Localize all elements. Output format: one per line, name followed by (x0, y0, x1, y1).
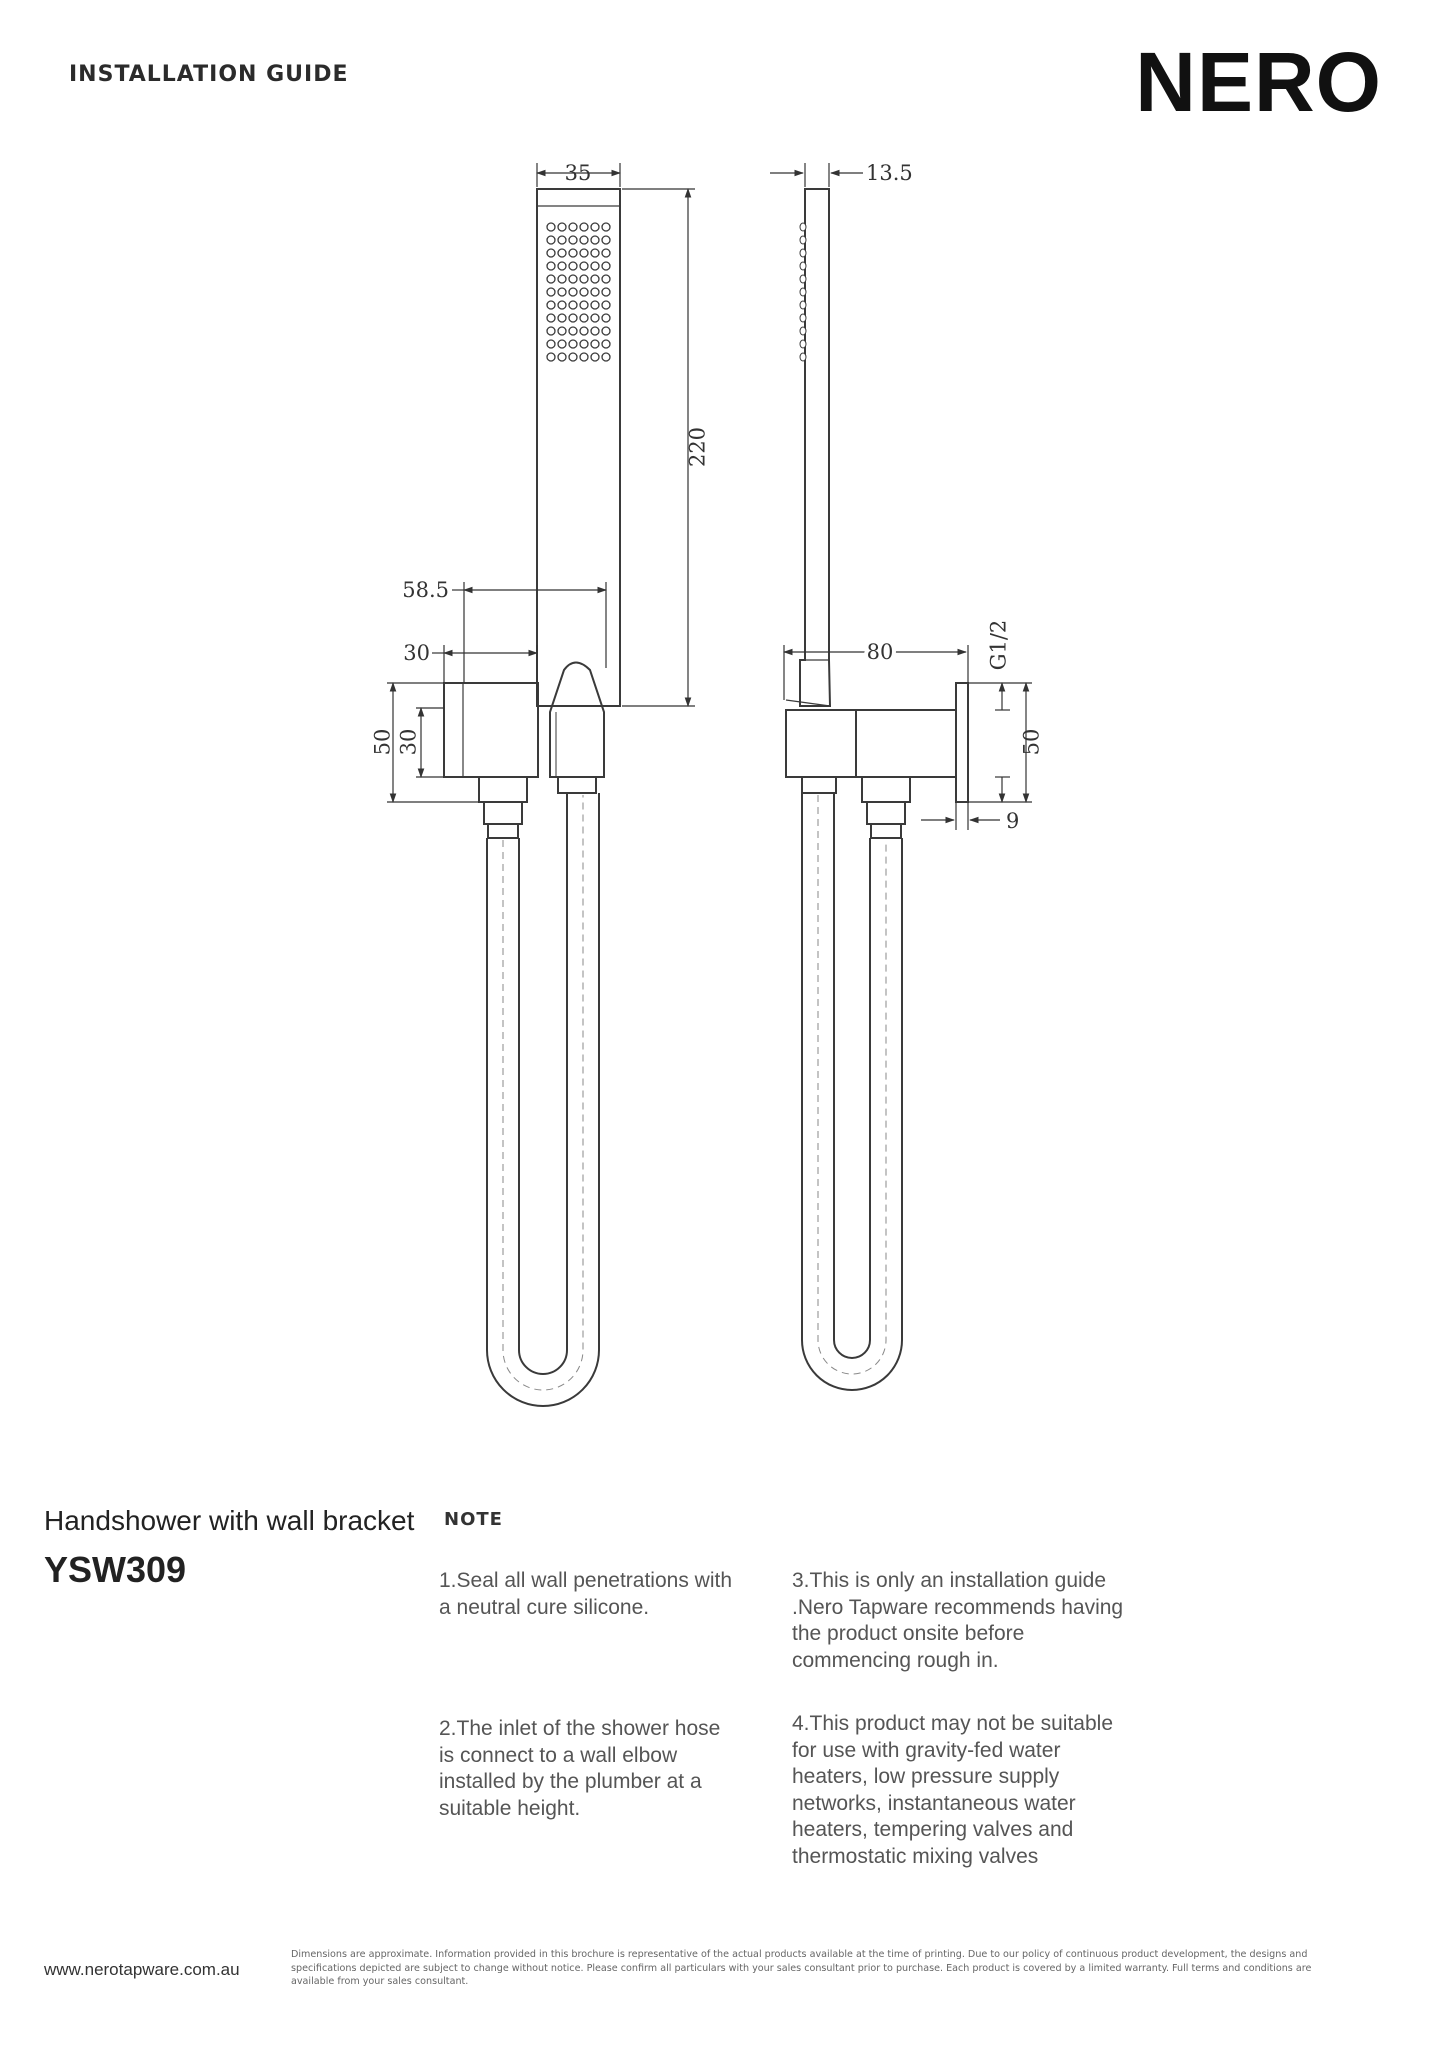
nozzle (569, 288, 577, 296)
nozzle (591, 275, 599, 283)
nozzle (591, 262, 599, 270)
dim-inner-height: 30 (396, 728, 421, 756)
nozzle (602, 353, 610, 361)
nozzle (558, 249, 566, 257)
side-nozzle (800, 249, 806, 257)
nozzle (602, 314, 610, 322)
nozzle (558, 236, 566, 244)
hose-nut-front (479, 777, 527, 802)
side-nozzle (800, 340, 806, 348)
note-3: 3.This is only an installation guide .Nero Tapware recommends having the product onsite before commencing rough in. (792, 1569, 1124, 1672)
nozzle (569, 353, 577, 361)
nozzle (602, 327, 610, 335)
nozzle (558, 223, 566, 231)
brand-logo: NERO (1135, 35, 1382, 129)
nozzle (569, 301, 577, 309)
note-title: NOTE (444, 1509, 503, 1530)
nozzle (591, 301, 599, 309)
nozzle (591, 340, 599, 348)
nozzle (547, 301, 555, 309)
nozzle (580, 288, 588, 296)
spray-nozzles (547, 223, 610, 361)
nozzle (580, 236, 588, 244)
nozzle (602, 301, 610, 309)
nozzle (547, 353, 555, 361)
dim-head-width: 35 (564, 161, 592, 185)
wall-bracket-front (444, 683, 538, 777)
hose-loop-side (802, 793, 902, 1390)
nozzle (580, 275, 588, 283)
nozzle (591, 236, 599, 244)
nozzle (558, 275, 566, 283)
nozzle (602, 275, 610, 283)
nozzle (547, 288, 555, 296)
nozzle (602, 288, 610, 296)
note-1: 1.Seal all wall penetrations with a neutral cure silicone. (439, 1569, 732, 1619)
nozzle (591, 314, 599, 322)
nozzle (580, 340, 588, 348)
nozzle (602, 249, 610, 257)
nozzle (580, 262, 588, 270)
disclaimer-text: Dimensions are approximate. Information provided in this brochure is representative of the actual products available at the time of printing. Due to our policy of continuous product development, the designs and specifications depicted are subject to change without notice. Please confirm all particulars with your sales consultant prior to purchase. Each product is covered by a limited warranty. Full terms and conditions are available from your sales consultant. (291, 1949, 1312, 1987)
side-nozzle (800, 288, 806, 296)
dim-outlet-offset: 58.5 (402, 578, 449, 602)
nozzle (558, 340, 566, 348)
nozzle (569, 223, 577, 231)
nozzle (558, 288, 566, 296)
nozzle (591, 288, 599, 296)
dim-side-depth: 13.5 (866, 161, 913, 185)
hose-nut-side (862, 777, 910, 802)
side-nozzle (800, 353, 806, 361)
wall-bracket-side (786, 710, 856, 777)
nozzle (547, 249, 555, 257)
note-4: 4.This product may not be suitable for use with gravity-fed water heaters, low pressure supply networks, instantaneous water heaters, tempering valves and thermostatic mixing valves (792, 1712, 1114, 1868)
nozzle (569, 327, 577, 335)
nozzle (547, 340, 555, 348)
nozzle (558, 301, 566, 309)
side-nozzle (800, 223, 806, 231)
note-2: 2.The inlet of the shower hose is connect to a wall elbow installed by the plumber at a suitable height. (439, 1717, 721, 1820)
nozzle (580, 301, 588, 309)
dim-thread: G1/2 (986, 619, 1011, 671)
installation-guide-label: INSTALLATION GUIDE (69, 62, 349, 87)
nozzle (547, 223, 555, 231)
nozzle (558, 353, 566, 361)
nozzle (602, 340, 610, 348)
nozzle (591, 353, 599, 361)
nozzle (547, 236, 555, 244)
nozzle (602, 223, 610, 231)
nozzle (569, 340, 577, 348)
nozzle (569, 236, 577, 244)
dim-bracket-height: 50 (370, 728, 395, 756)
side-nozzle (800, 301, 806, 309)
nozzle (569, 262, 577, 270)
wall-plate-side (956, 683, 968, 802)
dim-bracket-offset: 30 (403, 641, 430, 665)
nozzle (580, 249, 588, 257)
nozzle (569, 249, 577, 257)
dim-side-height: 50 (1019, 728, 1044, 756)
side-nozzle (800, 327, 806, 335)
nozzle (558, 314, 566, 322)
nozzle (591, 249, 599, 257)
nozzle (547, 314, 555, 322)
hose-loop-front (487, 793, 599, 1406)
nozzle (558, 262, 566, 270)
front-dimension-labels (371, 161, 710, 755)
side-nozzles (800, 223, 806, 361)
nozzle (580, 314, 588, 322)
side-nozzle (800, 236, 806, 244)
nozzle (591, 327, 599, 335)
product-name: Handshower with wall bracket (44, 1505, 415, 1536)
nozzle (602, 236, 610, 244)
side-dimension-labels (866, 161, 1044, 833)
website-link[interactable]: www.nerotapware.com.au (44, 1960, 240, 1979)
side-nozzle (800, 275, 806, 283)
holder-cup-front (550, 663, 604, 778)
nozzle (569, 314, 577, 322)
nozzle (547, 275, 555, 283)
nozzle (602, 262, 610, 270)
nozzle (580, 353, 588, 361)
front-view (444, 189, 620, 1406)
nozzle (580, 223, 588, 231)
nozzle (580, 327, 588, 335)
side-dimensions (770, 163, 1032, 830)
dim-handle-length: 220 (685, 426, 710, 468)
nozzle (547, 327, 555, 335)
side-nozzle (800, 314, 806, 322)
product-code: YSW309 (44, 1549, 187, 1590)
side-view (786, 189, 968, 1390)
side-nozzle (800, 262, 806, 270)
nozzle (569, 275, 577, 283)
nozzle (591, 223, 599, 231)
dim-plate-depth: 9 (1006, 809, 1020, 833)
dim-projection: 80 (866, 640, 894, 664)
nozzle (547, 262, 555, 270)
nozzle (558, 327, 566, 335)
